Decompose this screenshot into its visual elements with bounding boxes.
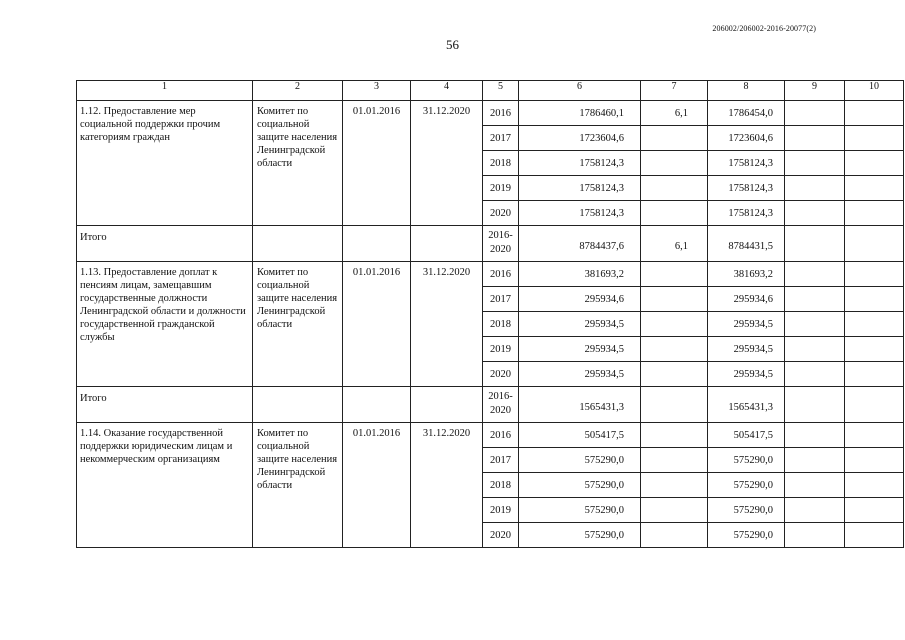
document-id: 206002/206002-2016-20077(2) xyxy=(712,24,816,33)
total-amount-cell: 1723604,6 xyxy=(519,126,641,151)
empty-cell xyxy=(253,387,343,423)
regional-amount-cell: 575290,0 xyxy=(708,498,785,523)
end-date: 31.12.2020 xyxy=(411,262,483,387)
empty-cell xyxy=(785,151,845,176)
table-row xyxy=(77,262,904,287)
regional-amount-cell: 295934,6 xyxy=(708,287,785,312)
column-header: 8 xyxy=(708,81,785,101)
total-amount-cell: 1758124,3 xyxy=(519,151,641,176)
total-amount-cell: 295934,5 xyxy=(519,312,641,337)
year-cell: 2019 xyxy=(483,337,519,362)
year-cell: 2019 xyxy=(483,498,519,523)
empty-cell xyxy=(785,387,845,423)
federal-amount-cell: 6,1 xyxy=(641,226,708,262)
year-cell: 2019 xyxy=(483,176,519,201)
column-header: 1 xyxy=(77,81,253,101)
column-header: 4 xyxy=(411,81,483,101)
empty-cell xyxy=(785,312,845,337)
empty-cell xyxy=(343,226,411,262)
federal-amount-cell xyxy=(641,523,708,548)
empty-cell xyxy=(785,226,845,262)
year-cell: 2016 xyxy=(483,423,519,448)
regional-amount-cell: 295934,5 xyxy=(708,362,785,387)
total-amount-cell: 575290,0 xyxy=(519,473,641,498)
federal-amount-cell xyxy=(641,387,708,423)
total-row xyxy=(77,387,904,423)
federal-amount-cell xyxy=(641,498,708,523)
empty-cell xyxy=(845,176,904,201)
empty-cell xyxy=(785,101,845,126)
total-amount-cell: 381693,2 xyxy=(519,262,641,287)
regional-amount-cell: 575290,0 xyxy=(708,473,785,498)
measure-name: 1.13. Предоставление доплат к пенсиям лицам, замещавшим государственные должности Ленинградской области и должности государственной гражданской службы xyxy=(77,262,253,387)
total-amount-cell: 1758124,3 xyxy=(519,176,641,201)
empty-cell xyxy=(845,423,904,448)
total-amount-cell: 505417,5 xyxy=(519,423,641,448)
executor-name: Комитет по социальной защите населения Ленинградской области xyxy=(253,262,343,387)
table-row xyxy=(77,423,904,448)
header-row xyxy=(77,81,904,101)
total-year-range: 2016-2020 xyxy=(483,226,519,262)
federal-amount-cell xyxy=(641,337,708,362)
total-year-range: 2016-2020 xyxy=(483,387,519,423)
total-row xyxy=(77,226,904,262)
empty-cell xyxy=(845,287,904,312)
empty-cell xyxy=(845,448,904,473)
empty-cell xyxy=(253,226,343,262)
empty-cell xyxy=(845,151,904,176)
total-amount-cell: 575290,0 xyxy=(519,448,641,473)
federal-amount-cell xyxy=(641,126,708,151)
table-row xyxy=(77,101,904,126)
total-amount-cell: 295934,6 xyxy=(519,287,641,312)
federal-amount-cell xyxy=(641,448,708,473)
empty-cell xyxy=(845,201,904,226)
regional-amount-cell: 381693,2 xyxy=(708,262,785,287)
empty-cell xyxy=(845,337,904,362)
year-cell: 2020 xyxy=(483,362,519,387)
regional-amount-cell: 1565431,3 xyxy=(708,387,785,423)
empty-cell xyxy=(845,126,904,151)
regional-amount-cell: 295934,5 xyxy=(708,312,785,337)
empty-cell xyxy=(785,262,845,287)
empty-cell xyxy=(785,126,845,151)
year-cell: 2018 xyxy=(483,312,519,337)
total-amount-cell: 575290,0 xyxy=(519,498,641,523)
page-number: 56 xyxy=(446,37,459,52)
empty-cell xyxy=(845,312,904,337)
regional-amount-cell: 505417,5 xyxy=(708,423,785,448)
end-date: 31.12.2020 xyxy=(411,101,483,226)
year-cell: 2020 xyxy=(483,201,519,226)
federal-amount-cell xyxy=(641,473,708,498)
regional-amount-cell: 1723604,6 xyxy=(708,126,785,151)
federal-amount-cell xyxy=(641,201,708,226)
federal-amount-cell xyxy=(641,362,708,387)
year-cell: 2018 xyxy=(483,151,519,176)
column-header: 2 xyxy=(253,81,343,101)
total-label: Итого xyxy=(77,226,253,262)
federal-amount-cell xyxy=(641,151,708,176)
empty-cell xyxy=(845,523,904,548)
empty-cell xyxy=(785,201,845,226)
empty-cell xyxy=(785,337,845,362)
empty-cell xyxy=(845,473,904,498)
regional-amount-cell: 1786454,0 xyxy=(708,101,785,126)
year-cell: 2018 xyxy=(483,473,519,498)
total-amount-cell: 1565431,3 xyxy=(519,387,641,423)
empty-cell xyxy=(343,387,411,423)
empty-cell xyxy=(785,287,845,312)
year-cell: 2020 xyxy=(483,523,519,548)
executor-name: Комитет по социальной защите населения Ленинградской области xyxy=(253,423,343,548)
column-header: 7 xyxy=(641,81,708,101)
regional-amount-cell: 295934,5 xyxy=(708,337,785,362)
empty-cell xyxy=(845,498,904,523)
column-header: 3 xyxy=(343,81,411,101)
empty-cell xyxy=(411,387,483,423)
total-amount-cell: 575290,0 xyxy=(519,523,641,548)
end-date: 31.12.2020 xyxy=(411,423,483,548)
empty-cell xyxy=(785,473,845,498)
empty-cell xyxy=(411,226,483,262)
federal-amount-cell xyxy=(641,176,708,201)
total-amount-cell: 295934,5 xyxy=(519,337,641,362)
federal-amount-cell xyxy=(641,423,708,448)
column-header: 9 xyxy=(785,81,845,101)
regional-amount-cell: 575290,0 xyxy=(708,523,785,548)
start-date: 01.01.2016 xyxy=(343,101,411,226)
empty-cell xyxy=(785,176,845,201)
regional-amount-cell: 575290,0 xyxy=(708,448,785,473)
regional-amount-cell: 8784431,5 xyxy=(708,226,785,262)
federal-amount-cell xyxy=(641,287,708,312)
year-cell: 2017 xyxy=(483,126,519,151)
measure-name: 1.12. Предоставление мер социальной поддержки прочим категориям граждан xyxy=(77,101,253,226)
total-label: Итого xyxy=(77,387,253,423)
empty-cell xyxy=(845,387,904,423)
year-cell: 2016 xyxy=(483,101,519,126)
empty-cell xyxy=(785,362,845,387)
year-cell: 2016 xyxy=(483,262,519,287)
federal-amount-cell xyxy=(641,312,708,337)
empty-cell xyxy=(845,262,904,287)
total-amount-cell: 1758124,3 xyxy=(519,201,641,226)
federal-amount-cell: 6,1 xyxy=(641,101,708,126)
year-cell: 2017 xyxy=(483,448,519,473)
column-header: 6 xyxy=(519,81,641,101)
empty-cell xyxy=(785,448,845,473)
total-amount-cell: 8784437,6 xyxy=(519,226,641,262)
measure-name: 1.14. Оказание государственной поддержки юридическим лицам и некоммерческим организациям xyxy=(77,423,253,548)
column-header: 10 xyxy=(845,81,904,101)
empty-cell xyxy=(785,423,845,448)
federal-amount-cell xyxy=(641,262,708,287)
start-date: 01.01.2016 xyxy=(343,423,411,548)
regional-amount-cell: 1758124,3 xyxy=(708,201,785,226)
empty-cell xyxy=(845,362,904,387)
empty-cell xyxy=(785,498,845,523)
year-cell: 2017 xyxy=(483,287,519,312)
column-header: 5 xyxy=(483,81,519,101)
empty-cell xyxy=(845,101,904,126)
total-amount-cell: 1786460,1 xyxy=(519,101,641,126)
empty-cell xyxy=(845,226,904,262)
start-date: 01.01.2016 xyxy=(343,262,411,387)
program-table xyxy=(76,80,904,548)
total-amount-cell: 295934,5 xyxy=(519,362,641,387)
empty-cell xyxy=(785,523,845,548)
executor-name: Комитет по социальной защите населения Ленинградской области xyxy=(253,101,343,226)
regional-amount-cell: 1758124,3 xyxy=(708,151,785,176)
regional-amount-cell: 1758124,3 xyxy=(708,176,785,201)
